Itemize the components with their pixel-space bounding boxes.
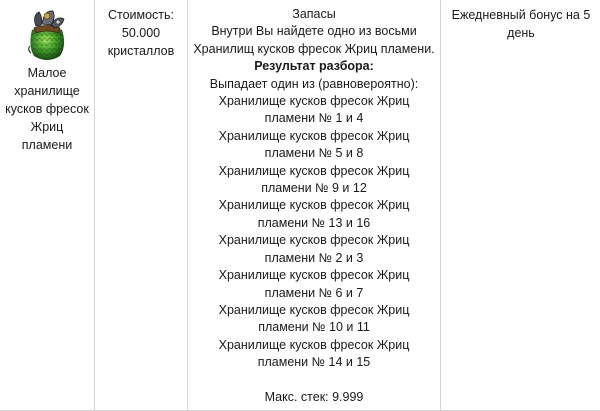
source-text: Ежедневный бонус на 5 день	[441, 0, 600, 42]
description-block	[188, 0, 440, 406]
item-name: Малое хранилище кусков фресок Жриц пламени	[0, 62, 94, 154]
result-title: Результат разбора:	[192, 58, 436, 75]
drop-item: Хранилище кусков фресок Жриц пламени № 13 и 16	[192, 197, 436, 232]
drop-item: Хранилище кусков фресок Жриц пламени № 5 и 8	[192, 128, 436, 163]
item-description: Внутри Вы найдете одно из восьми Хранилищ кусков фресок Жриц пламени.	[192, 23, 436, 58]
item-icon-box	[0, 0, 94, 62]
drop-item: Хранилище кусков фресок Жриц пламени № 1 и 4	[192, 93, 436, 128]
item-cell	[0, 0, 95, 411]
drop-item: Хранилище кусков фресок Жриц пламени № 9 и 12	[192, 163, 436, 198]
cost-cell	[95, 0, 188, 411]
green-treasure-sack-icon	[22, 6, 72, 62]
max-stack: Макс. стек: 9.999	[192, 389, 436, 406]
drop-item: Хранилище кусков фресок Жриц пламени № 10 и 11	[192, 302, 436, 337]
drop-intro: Выпадает один из (равновероятно):	[192, 76, 436, 93]
category-label: Запасы	[192, 6, 436, 23]
cost-value: 50.000 кристаллов	[95, 24, 187, 60]
drop-item: Хранилище кусков фресок Жриц пламени № 2 и 3	[192, 232, 436, 267]
drop-item: Хранилище кусков фресок Жриц пламени № 14 и 15	[192, 337, 436, 372]
cost-block	[95, 0, 187, 60]
cost-label: Стоимость:	[95, 6, 187, 24]
description-cell	[188, 0, 441, 411]
drop-item: Хранилище кусков фресок Жриц пламени № 6 и 7	[192, 267, 436, 302]
spacer	[192, 372, 436, 389]
source-cell	[441, 0, 600, 411]
